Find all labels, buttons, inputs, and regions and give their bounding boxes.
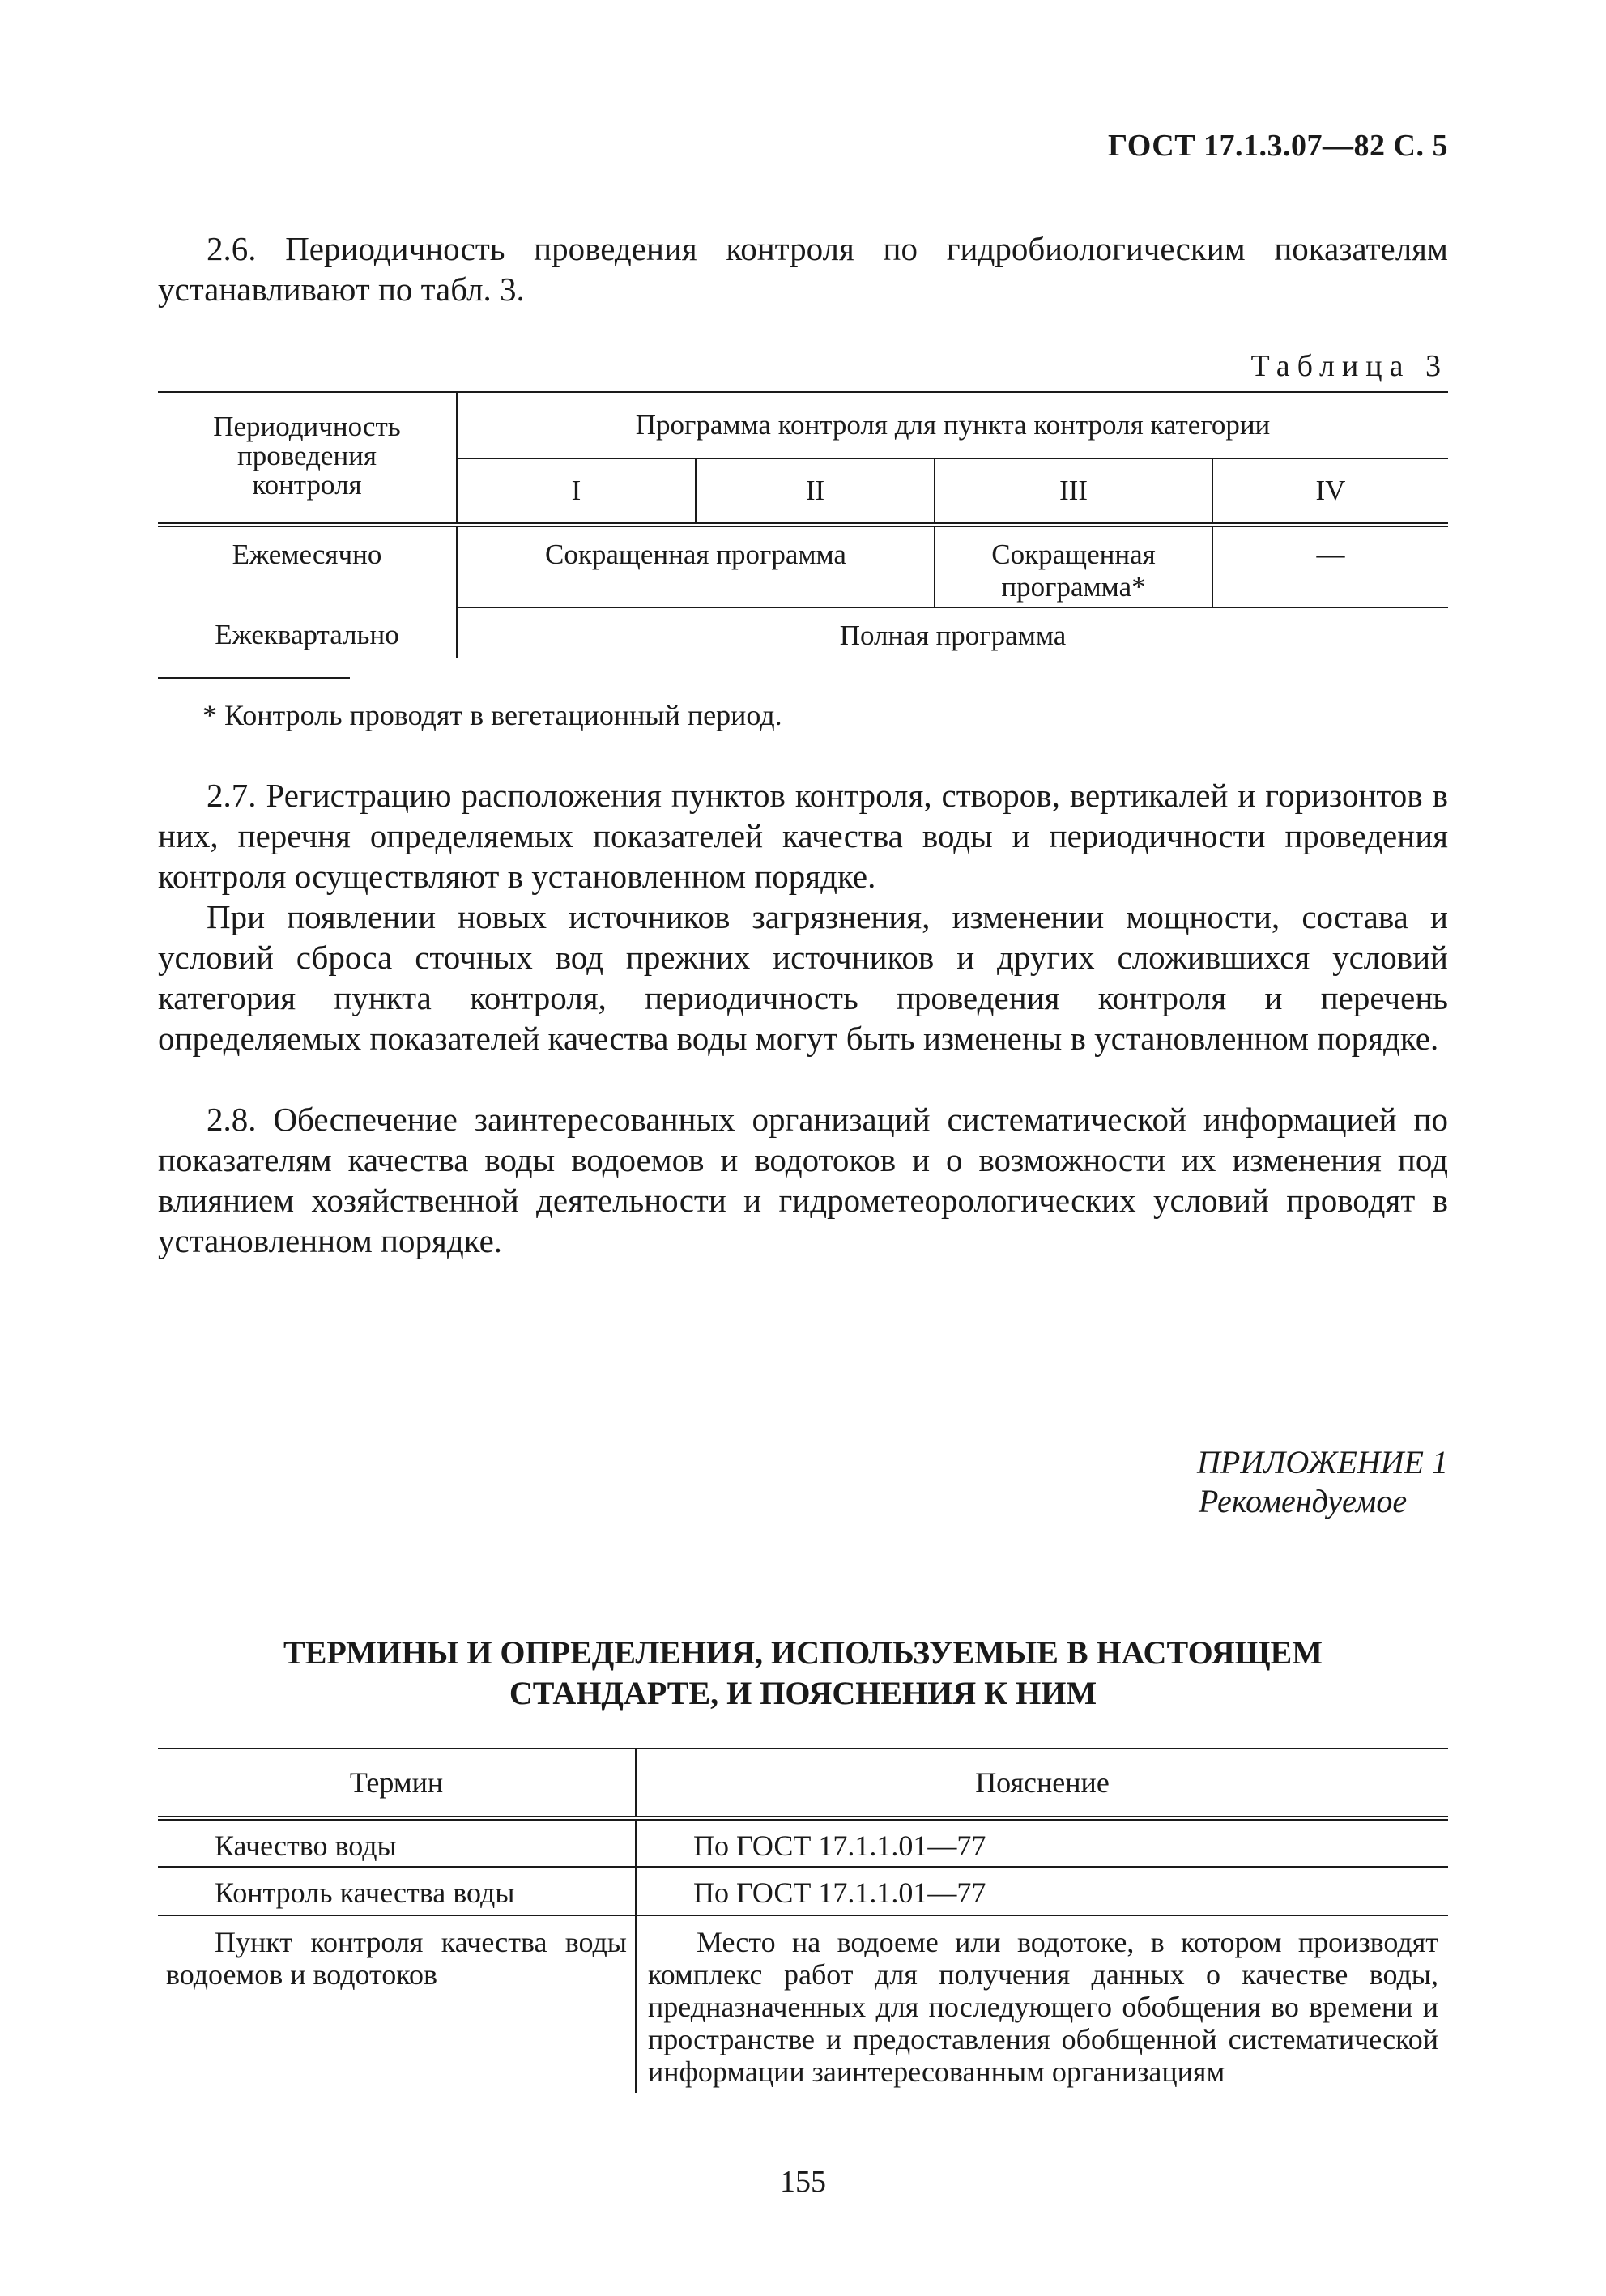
table-3 — [158, 391, 1448, 658]
appendix-status: Рекомендуемое — [1199, 1483, 1408, 1519]
terms-header-term: Термин — [158, 1749, 636, 1818]
table3-cat-2: II — [696, 458, 935, 525]
page-number: 155 — [780, 2165, 826, 2199]
terms-row1-term: Качество воды — [158, 1818, 636, 1867]
appendix-label — [1197, 1443, 1448, 1521]
terms-row2-term: Контроль качества воды — [158, 1867, 636, 1915]
terms-title-line1: ТЕРМИНЫ И ОПРЕДЕЛЕНИЯ, ИСПОЛЬЗУЕМЫЕ В НАСТОЯЩЕМ — [283, 1634, 1323, 1671]
terms-header-expl: Пояснение — [636, 1749, 1448, 1818]
table3-row2-period: Ежеквартально — [215, 619, 399, 650]
terms-row — [158, 1867, 1448, 1915]
table3-row2-all: Полная программа — [457, 607, 1448, 658]
terms-table — [158, 1748, 1448, 2093]
table3-caption: Таблица 3 — [1250, 349, 1448, 383]
terms-row2-expl: По ГОСТ 17.1.1.01—77 — [636, 1867, 1448, 1915]
paragraph-2-8: 2.8. Обеспечение заинтересованных организаций систематической информацией по показателям качества воды водоемов и водотоков и о возможности их изменения под влиянием хозяйственной деятельности и гидрометеорологических условий проводят в установленном порядке. — [158, 1101, 1448, 1259]
paragraph-2-7: 2.7. Регистрацию расположения пунктов контроля, створов, вертикалей и горизонтов в них, перечня определяемых показателей качества воды и периодичности проведения контроля осуществляют в установленном порядке. — [158, 777, 1448, 895]
table3-cat-3: III — [935, 458, 1212, 525]
table3-row1-period: Ежемесячно — [232, 539, 382, 570]
page-header: ГОСТ 17.1.3.07—82 С. 5 — [1108, 129, 1448, 163]
table3-footnote: * Контроль проводят в вегетационный период. — [202, 699, 782, 731]
terms-row1-expl: По ГОСТ 17.1.1.01—77 — [636, 1818, 1448, 1867]
paragraph-2-6: 2.6. Периодичность проведения контроля по гидробиологическим показателям устанавливают по табл. 3. — [158, 230, 1448, 308]
footnote-rule — [158, 677, 350, 679]
terms-row3-expl: Место на водоеме или водотоке, в котором производят комплекс работ для получения данных о качестве воды, предназначенных для последующего обобщения во времени и пространстве и предоставления обобщенной систематической информации заинтересованным организациям — [636, 1915, 1448, 2093]
table3-header-period: Периодичность проведения контроля — [213, 411, 401, 501]
paragraph-2-7-cont: При появлении новых источников загрязнения, изменении мощности, состава и условий сброса сточных вод прежних источников и других сложившихся условий категория пункта контроля, периодичность проведения контроля и перечень определяемых показателей качества воды могут быть изменены в установленном порядке. — [158, 898, 1448, 1057]
terms-row3-term: Пункт контроля качества воды водоемов и водотоков — [166, 1926, 627, 1991]
terms-title — [158, 1633, 1448, 1714]
table3-header-program: Программа контроля для пункта контроля категории — [457, 392, 1448, 458]
terms-row — [158, 1818, 1448, 1867]
table3-cat-4: IV — [1212, 458, 1448, 525]
table3-row1-cat3: Сокращенная программа* — [991, 539, 1156, 603]
appendix-number: ПРИЛОЖЕНИЕ 1 — [1197, 1444, 1448, 1480]
terms-row — [158, 1915, 1448, 2093]
table3-row1-cat1-2: Сокращенная программа — [457, 525, 935, 607]
table3-row1-cat4: — — [1212, 525, 1448, 607]
terms-title-line2: СТАНДАРТЕ, И ПОЯСНЕНИЯ К НИМ — [509, 1675, 1097, 1711]
table3-cat-1: I — [457, 458, 696, 525]
